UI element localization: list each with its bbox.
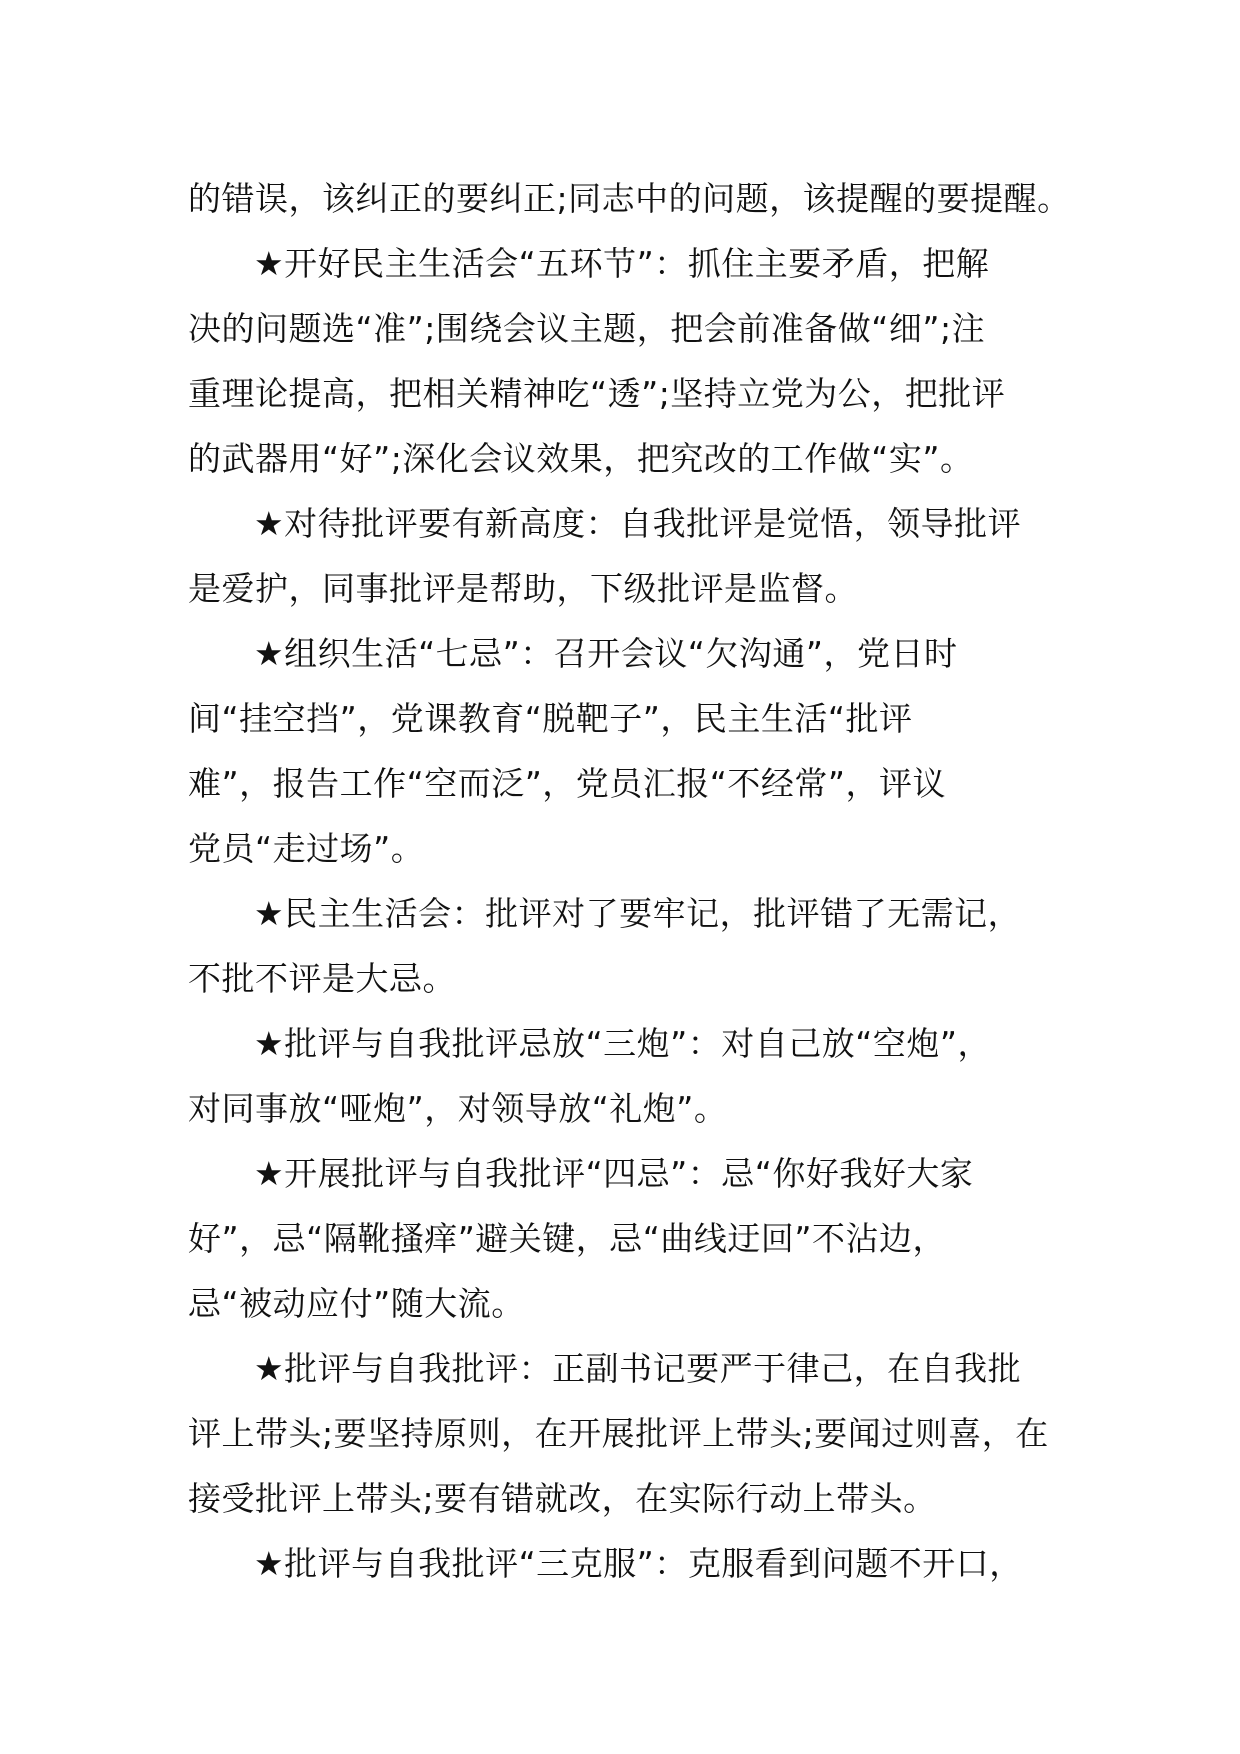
text-line: ★民主生活会：批评对了要牢记，批评错了无需记， xyxy=(254,894,1022,933)
text-line: 接受批评上带头;要有错就改，在实际行动上带头。 xyxy=(188,1479,937,1518)
text-line: ★开展批评与自我批评“四忌”：忌“你好我好大家 xyxy=(254,1154,974,1193)
document-body xyxy=(188,166,1071,1596)
text-line: 的武器用“好”;深化会议效果，把究改的工作做“实”。 xyxy=(188,439,974,478)
text-line: 是爱护，同事批评是帮助，下级批评是监督。 xyxy=(188,569,858,608)
text-line: 忌“被动应付”随大流。 xyxy=(188,1284,525,1323)
text-line: 党员“走过场”。 xyxy=(188,829,425,868)
text-line: ★组织生活“七忌”：召开会议“欠沟通”，党日时 xyxy=(254,634,958,673)
text-line: ★批评与自我批评：正副书记要严于律己，在自我批 xyxy=(254,1349,1022,1388)
text-line: ★对待批评要有新高度：自我批评是觉悟，领导批评 xyxy=(254,504,1022,543)
text-line: ★批评与自我批评忌放“三炮”：对自己放“空炮”， xyxy=(254,1024,991,1063)
text-line: 不批不评是大忌。 xyxy=(188,959,456,998)
text-line: ★批评与自我批评“三克服”：克服看到问题不开口， xyxy=(254,1544,1023,1583)
text-line: ★开好民主生活会“五环节”：抓住主要矛盾，把解 xyxy=(254,244,990,283)
text-line: 重理论提高，把相关精神吃“透”;坚持立党为公，把批评 xyxy=(188,374,1006,413)
text-line: 好”，忌“隔靴搔痒”避关键，忌“曲线迂回”不沾边， xyxy=(188,1219,946,1258)
text-line: 对同事放“哑炮”，对领导放“礼炮”。 xyxy=(188,1089,728,1128)
text-line: 间“挂空挡”，党课教育“脱靶子”，民主生活“批评 xyxy=(188,699,913,738)
text-line: 决的问题选“准”;围绕会议主题，把会前准备做“细”;注 xyxy=(188,309,986,348)
text-line: 难”，报告工作“空而泛”，党员汇报“不经常”，评议 xyxy=(188,764,946,803)
text-line: 评上带头;要坚持原则，在开展批评上带头;要闻过则喜，在 xyxy=(188,1414,1049,1453)
text-line: 的错误，该纠正的要纠正;同志中的问题，该提醒的要提醒。 xyxy=(188,179,1071,218)
